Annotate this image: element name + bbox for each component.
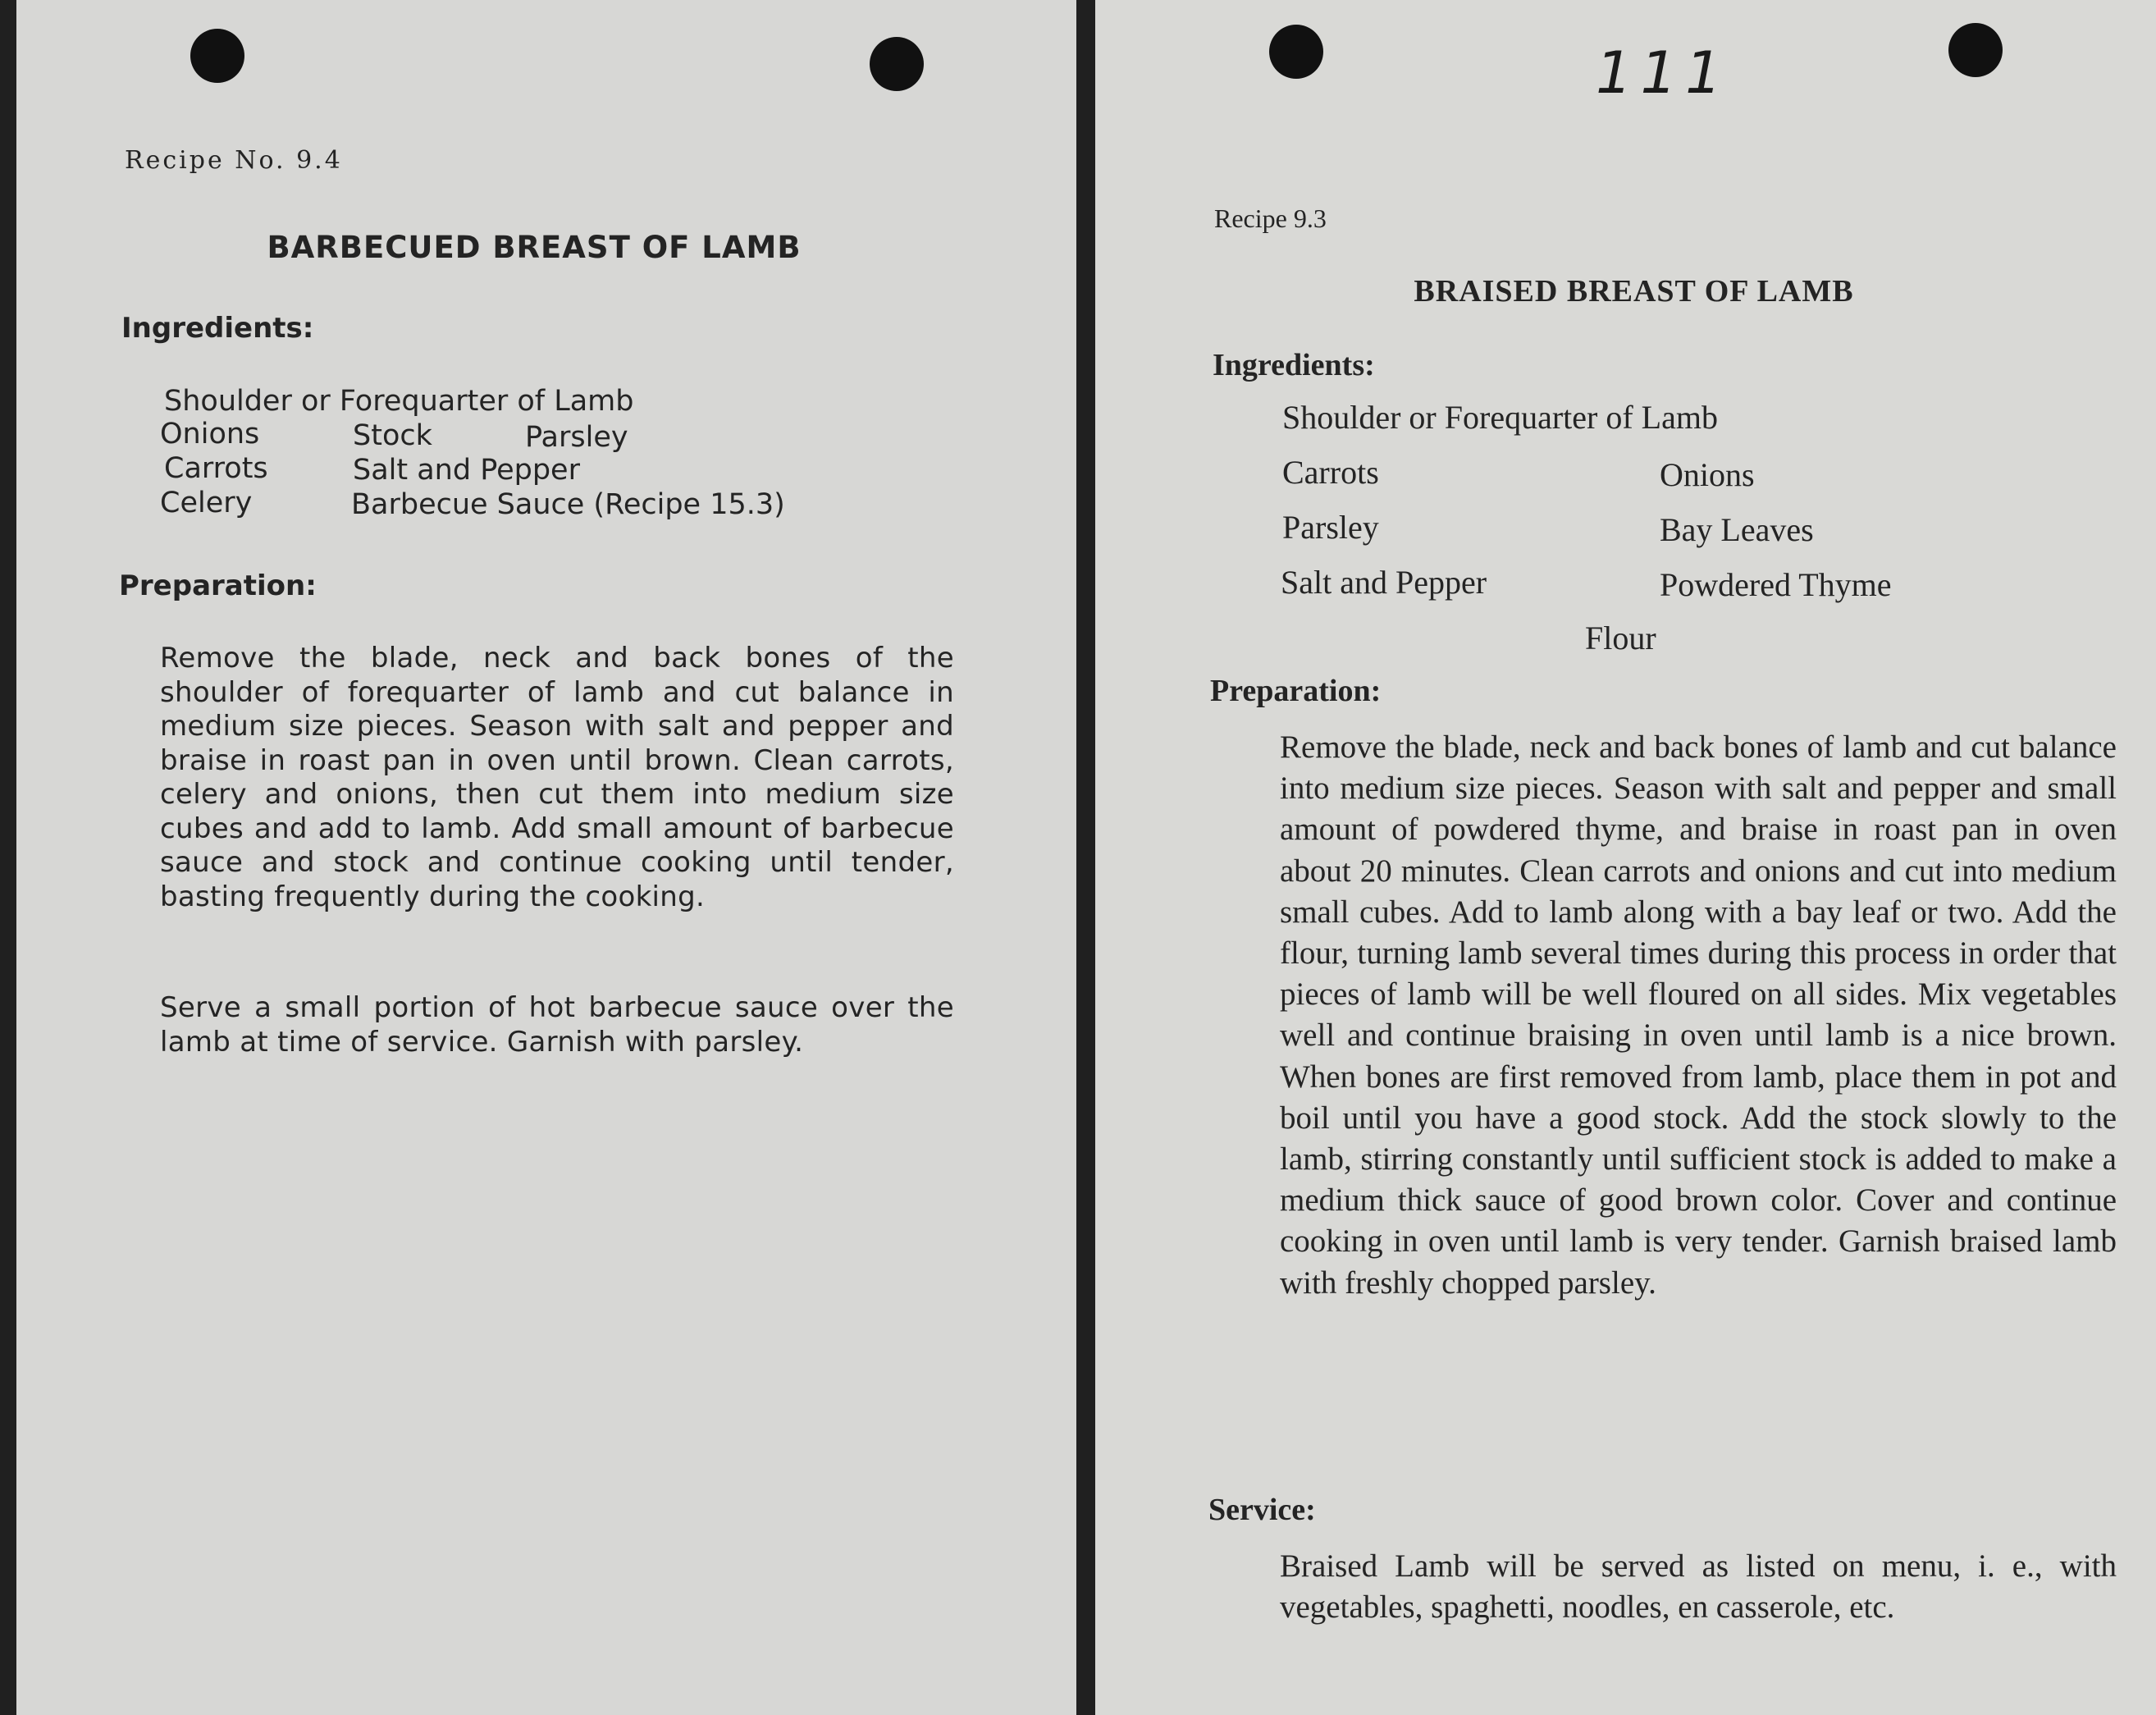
ingredient-item: Shoulder or Forequarter of Lamb — [1282, 399, 1718, 436]
service-text: Braised Lamb will be served as listed on menu, i. e., with vegetables, spaghetti, noodles, en casserole, etc. — [1280, 1548, 2117, 1626]
ingredient-item: Celery — [160, 487, 253, 519]
ingredient-item: Salt and Pepper — [353, 454, 580, 487]
ingredient-item: Parsley — [525, 421, 628, 454]
ingredient-item: Barbecue Sauce (Recipe 15.3) — [351, 488, 785, 521]
ingredient-item: Parsley — [1282, 509, 1379, 546]
ingredient-item: Shoulder or Forequarter of Lamb — [164, 385, 634, 418]
recipe-title: BRAISED BREAST OF LAMB — [1414, 274, 1854, 309]
ingredient-item: Onions — [160, 418, 260, 450]
service-heading: Service: — [1208, 1493, 1316, 1527]
ingredient-item: Powdered Thyme — [1660, 566, 1892, 603]
recipe-card-right — [1095, 0, 2156, 1715]
recipe-number: Recipe No. 9.4 — [125, 146, 343, 175]
ingredients-heading: Ingredients: — [121, 312, 314, 345]
recipe-card-left — [16, 0, 1076, 1715]
ingredient-item: Stock — [353, 419, 432, 452]
recipe-number: Recipe 9.3 — [1214, 204, 1327, 233]
serving-text: Serve a small portion of hot barbecue sauce over the lamb at time of service. Garnish with parsley. — [160, 991, 954, 1059]
preparation-text: Remove the blade, neck and back bones of lamb and cut balance into medium size pieces. Season with salt and pepper and small amount of powdered thyme, and braise in roast pan in oven about 20 minutes. Clean carrots and onions and cut into medium small cubes. Add to lamb along with a bay leaf or two. Add the flour, turning lamb several times during this process in order that pieces of lamb will be well floured on all sides. Mix vegetables well and continue braising in oven until lamb is a nice brown. When bones are first removed from lamb, place them in pot and boil until you have a good stock. Add the stock slowly to the lamb, stirring constantly until sufficient stock is added to make a medium thick sauce of good brown color. Cover and continue cooking in oven until lamb is very tender. Garnish braised lamb with freshly chopped parsley. — [1280, 729, 2117, 1301]
punch-hole-left — [1269, 25, 1323, 79]
ingredient-item: Carrots — [164, 452, 268, 485]
handwritten-page-number: 111 — [1596, 39, 1730, 107]
punch-hole-right — [870, 37, 924, 91]
preparation-text: Remove the blade, neck and back bones of the shoulder of forequarter of lamb and cut balance in medium size pieces. Season with salt and pepper and braise in roast pan in oven until brown. Clean carrots, celery and onions, then cut them into medium size cubes and add to lamb. Add small amount of barbecue sauce and stock and continue cooking until tender, basting frequently during the cooking. — [160, 642, 954, 913]
punch-hole-right — [1948, 23, 2003, 77]
ingredients-heading: Ingredients: — [1213, 348, 1375, 382]
ingredient-item: Carrots — [1282, 454, 1379, 491]
punch-hole-left — [190, 29, 244, 83]
recipe-title: BARBECUED BREAST OF LAMB — [267, 230, 802, 265]
preparation-heading: Preparation: — [119, 569, 317, 602]
ingredient-item: Bay Leaves — [1660, 511, 1814, 548]
ingredient-item: Flour — [1585, 620, 1656, 656]
preparation-heading: Preparation: — [1210, 674, 1382, 708]
ingredient-item: Salt and Pepper — [1281, 564, 1487, 601]
ingredient-item: Onions — [1660, 456, 1755, 493]
